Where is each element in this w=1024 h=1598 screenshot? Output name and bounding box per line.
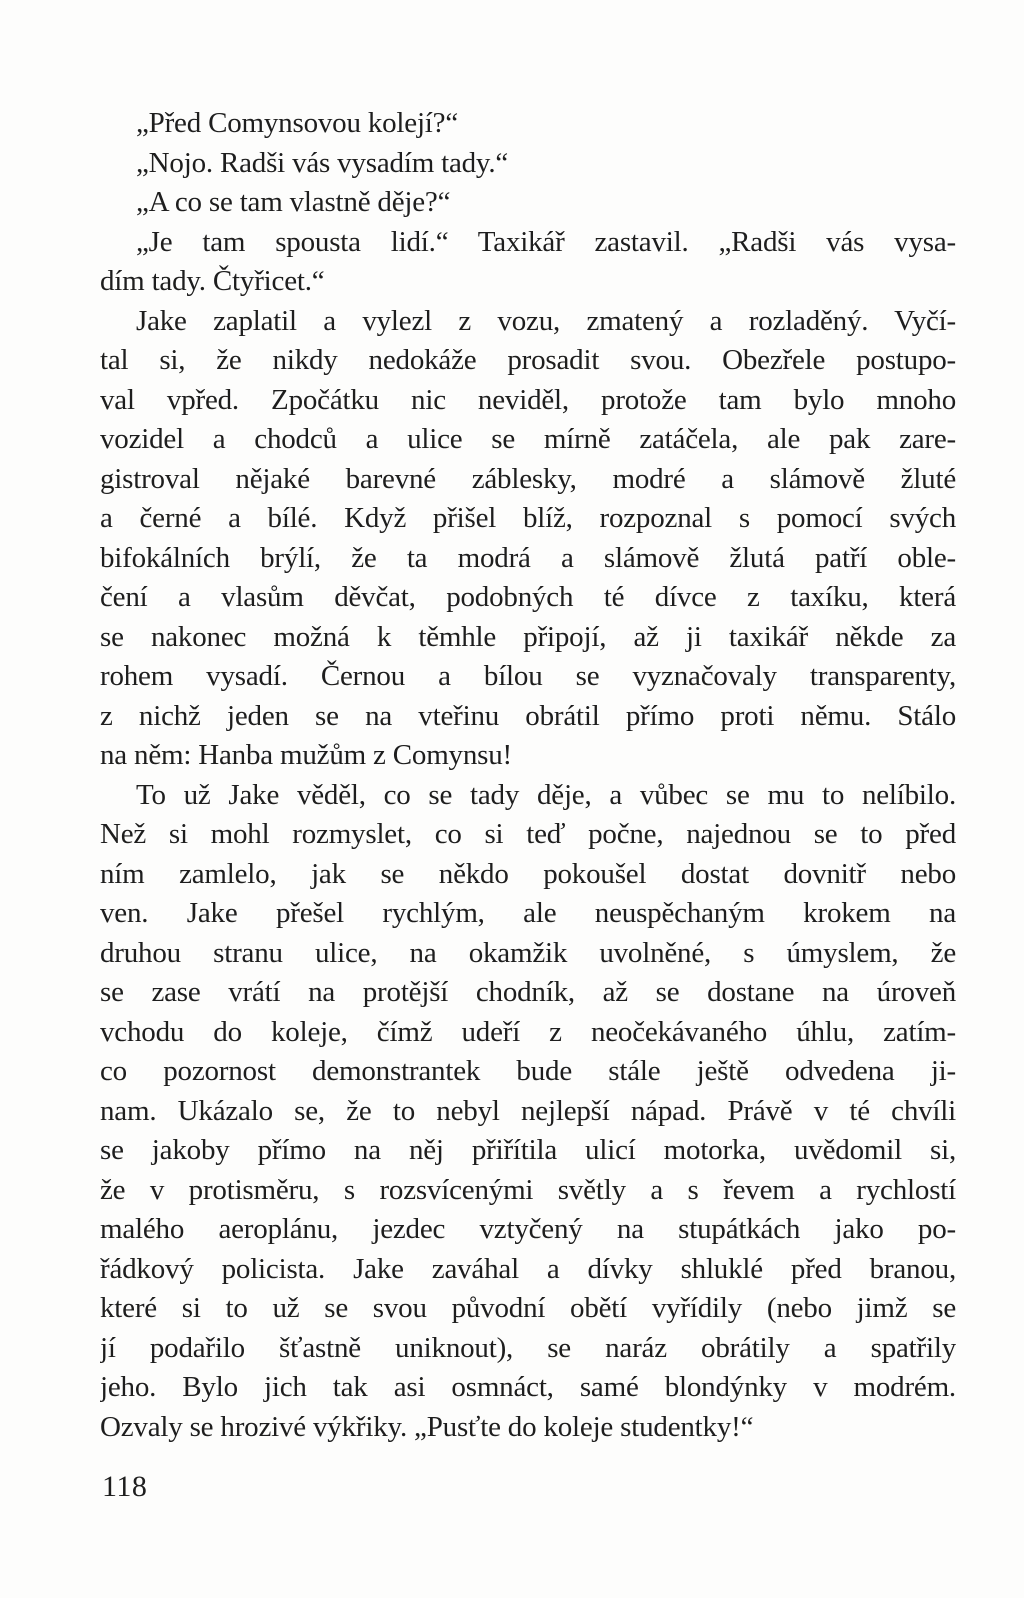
text-line: se nakonec možná k těmhle připojí, až ji taxikář někde za (100, 620, 956, 653)
text-line: rohem vysadí. Černou a bílou se vyznačovaly transparenty, (100, 660, 956, 692)
text-line: a černé a bílé. Když přišel blíž, rozpoznal s pomocí svých (100, 502, 956, 534)
text-line: val vpřed. Zpočátku nic neviděl, protože tam bylo mnoho (100, 383, 956, 416)
text-line: To už Jake věděl, co se tady děje, a vůbec se mu to nelíbilo. (136, 778, 956, 811)
paragraph (100, 302, 956, 776)
text-line: Než si mohl rozmyslet, co si teď počne, najednou se to před (100, 818, 956, 850)
text-line: tal si, že nikdy nedokáže prosadit svou. Obezřele postupo- (100, 344, 956, 376)
text-line: z nichž jeden se na vteřinu obrátil přímo proti němu. Stálo (100, 699, 956, 732)
text-line: které si to už se svou původní obětí vyřídily (nebo jimž se (100, 1292, 956, 1324)
text-line: řádkový policista. Jake zaváhal a dívky shluklé před branou, (100, 1252, 956, 1285)
text-block (100, 104, 956, 1447)
paragraph (100, 144, 956, 184)
text-line: co pozornost demonstrantek bude stále ještě odvedena ji- (100, 1055, 956, 1087)
text-line: se jakoby přímo na něj přiřítila ulicí motorka, uvědomil si, (100, 1134, 956, 1166)
page-number: 118 (102, 1470, 148, 1503)
paragraph (100, 104, 956, 144)
text-line: jeho. Bylo jich tak asi osmnáct, samé blondýnky v modrém. (100, 1371, 956, 1403)
text-line: čení a vlasům děvčat, podobných té dívce z taxíku, která (100, 581, 956, 613)
text-line: „Je tam spousta lidí.“ Taxikář zastavil. „Radši vás vysa- (136, 225, 956, 258)
paragraph (100, 776, 956, 1448)
text-line: vchodu do koleje, čímž udeří z neočekávaného úhlu, zatím- (100, 1015, 956, 1048)
text-line: nam. Ukázalo se, že to nebyl nejlepší nápad. Právě v té chvíli (100, 1094, 956, 1127)
text-line: druhou stranu ulice, na okamžik uvolněné, s úmyslem, že (100, 936, 956, 969)
text-line: „Nojo. Radši vás vysadím tady.“ (136, 146, 509, 179)
text-line: ním zamlelo, jak se někdo pokoušel dostat dovnitř nebo (100, 857, 956, 890)
text-line: malého aeroplánu, jezdec vztyčený na stupátkách jako po- (100, 1213, 956, 1245)
text-line: jí podařilo šťastně uniknout), se naráz obrátily a spatřily (100, 1331, 956, 1364)
text-line: dím tady. Čtyřicet.“ (100, 265, 325, 297)
text-line: bifokálních brýlí, že ta modrá a slámově žlutá patří oble- (100, 541, 956, 574)
text-line: „Před Comynsovou kolejí?“ (136, 107, 459, 139)
paragraph (100, 223, 956, 302)
text-line: vozidel a chodců a ulice se mírně zatáčela, ale pak zare- (100, 423, 956, 455)
text-line: se zase vrátí na protější chodník, až se dostane na úroveň (100, 976, 956, 1008)
text-line: Jake zaplatil a vylezl z vozu, zmatený a rozladěný. Vyčí- (136, 304, 956, 337)
text-line: gistroval nějaké barevné záblesky, modré a slámově žluté (100, 462, 956, 495)
text-line: na něm: Hanba mužům z Comynsu! (100, 739, 512, 771)
text-line: ven. Jake přešel rychlým, ale neuspěchaným krokem na (100, 897, 956, 929)
text-line: že v protisměru, s rozsvícenými světly a s řevem a rychlostí (100, 1173, 956, 1206)
paragraph (100, 183, 956, 223)
text-line: „A co se tam vlastně děje?“ (136, 186, 451, 218)
text-line: Ozvaly se hrozivé výkřiky. „Pusťte do koleje studentky!“ (100, 1410, 754, 1443)
